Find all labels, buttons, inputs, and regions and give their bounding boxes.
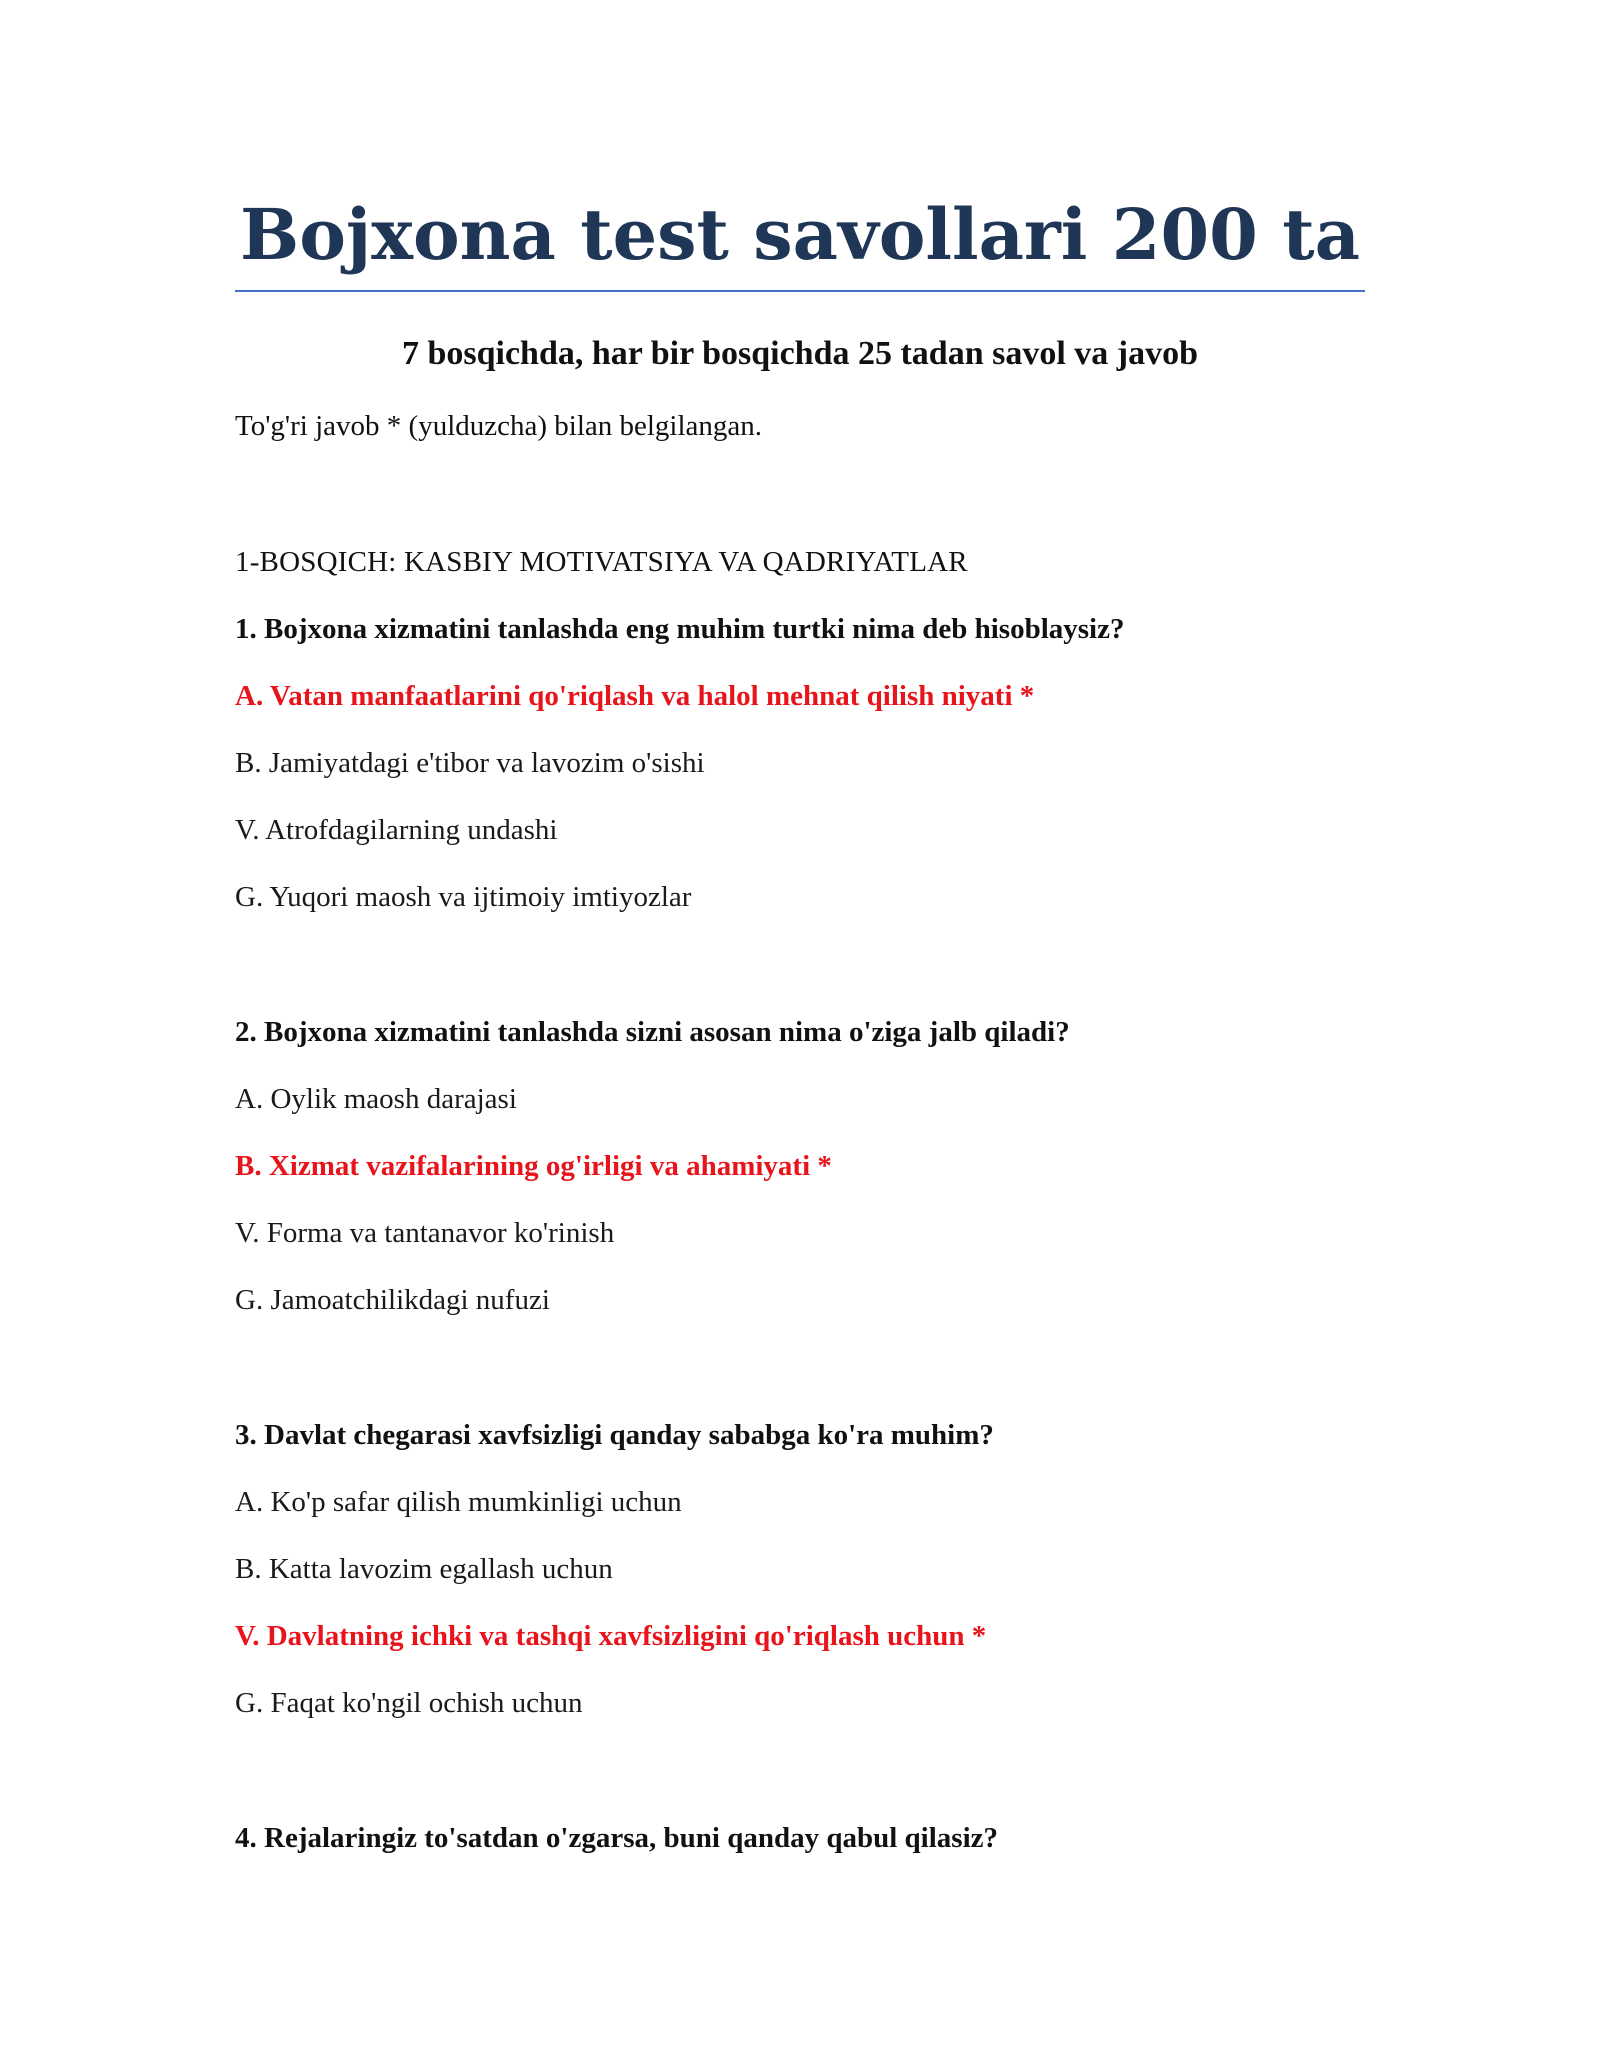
question-2-option-g: G. Jamoatchilikdagi nufuzi — [235, 1284, 550, 1316]
question-3-option-v: V. Davlatning ichki va tashqi xavfsizligini qo'riqlash uchun * — [235, 1620, 987, 1652]
document-title: Bojxona test savollari 200 ta — [240, 193, 1360, 276]
question-4: 4. Rejalaringiz to'satdan o'zgarsa, buni qanday qabul qilasiz? — [235, 1822, 998, 1854]
question-1-option-b: B. Jamiyatdagi e'tibor va lavozim o'sishi — [235, 747, 705, 779]
section-heading: 1-BOSQICH: KASBIY MOTIVATSIYA VA QADRIYATLAR — [235, 546, 968, 578]
question-1-option-a: A. Vatan manfaatlarini qo'riqlash va halol mehnat qilish niyati * — [235, 680, 1035, 712]
question-1-option-g: G. Yuqori maosh va ijtimoiy imtiyozlar — [235, 881, 692, 913]
question-2-option-a: A. Oylik maosh darajasi — [235, 1083, 517, 1115]
question-2-option-v: V. Forma va tantanavor ko'rinish — [235, 1217, 615, 1249]
question-3-option-b: B. Katta lavozim egallash uchun — [235, 1553, 613, 1585]
question-2: 2. Bojxona xizmatini tanlashda sizni asosan nima o'ziga jalb qiladi? — [235, 1016, 1070, 1048]
question-3-option-g: G. Faqat ko'ngil ochish uchun — [235, 1687, 583, 1719]
question-1-option-v: V. Atrofdagilarning undashi — [235, 814, 558, 846]
question-2-option-b: B. Xizmat vazifalarining og'irligi va ahamiyati * — [235, 1150, 832, 1182]
question-3: 3. Davlat chegarasi xavfsizligi qanday sababga ko'ra muhim? — [235, 1419, 994, 1451]
title-underline — [235, 290, 1365, 292]
question-1: 1. Bojxona xizmatini tanlashda eng muhim turtki nima deb hisoblaysiz? — [235, 613, 1125, 645]
question-3-option-a: A. Ko'p safar qilish mumkinligi uchun — [235, 1486, 682, 1518]
answer-key-note: To'g'ri javob * (yulduzcha) bilan belgilangan. — [235, 410, 763, 442]
document-subtitle: 7 bosqichda, har bir bosqichda 25 tadan savol va javob — [401, 335, 1199, 372]
